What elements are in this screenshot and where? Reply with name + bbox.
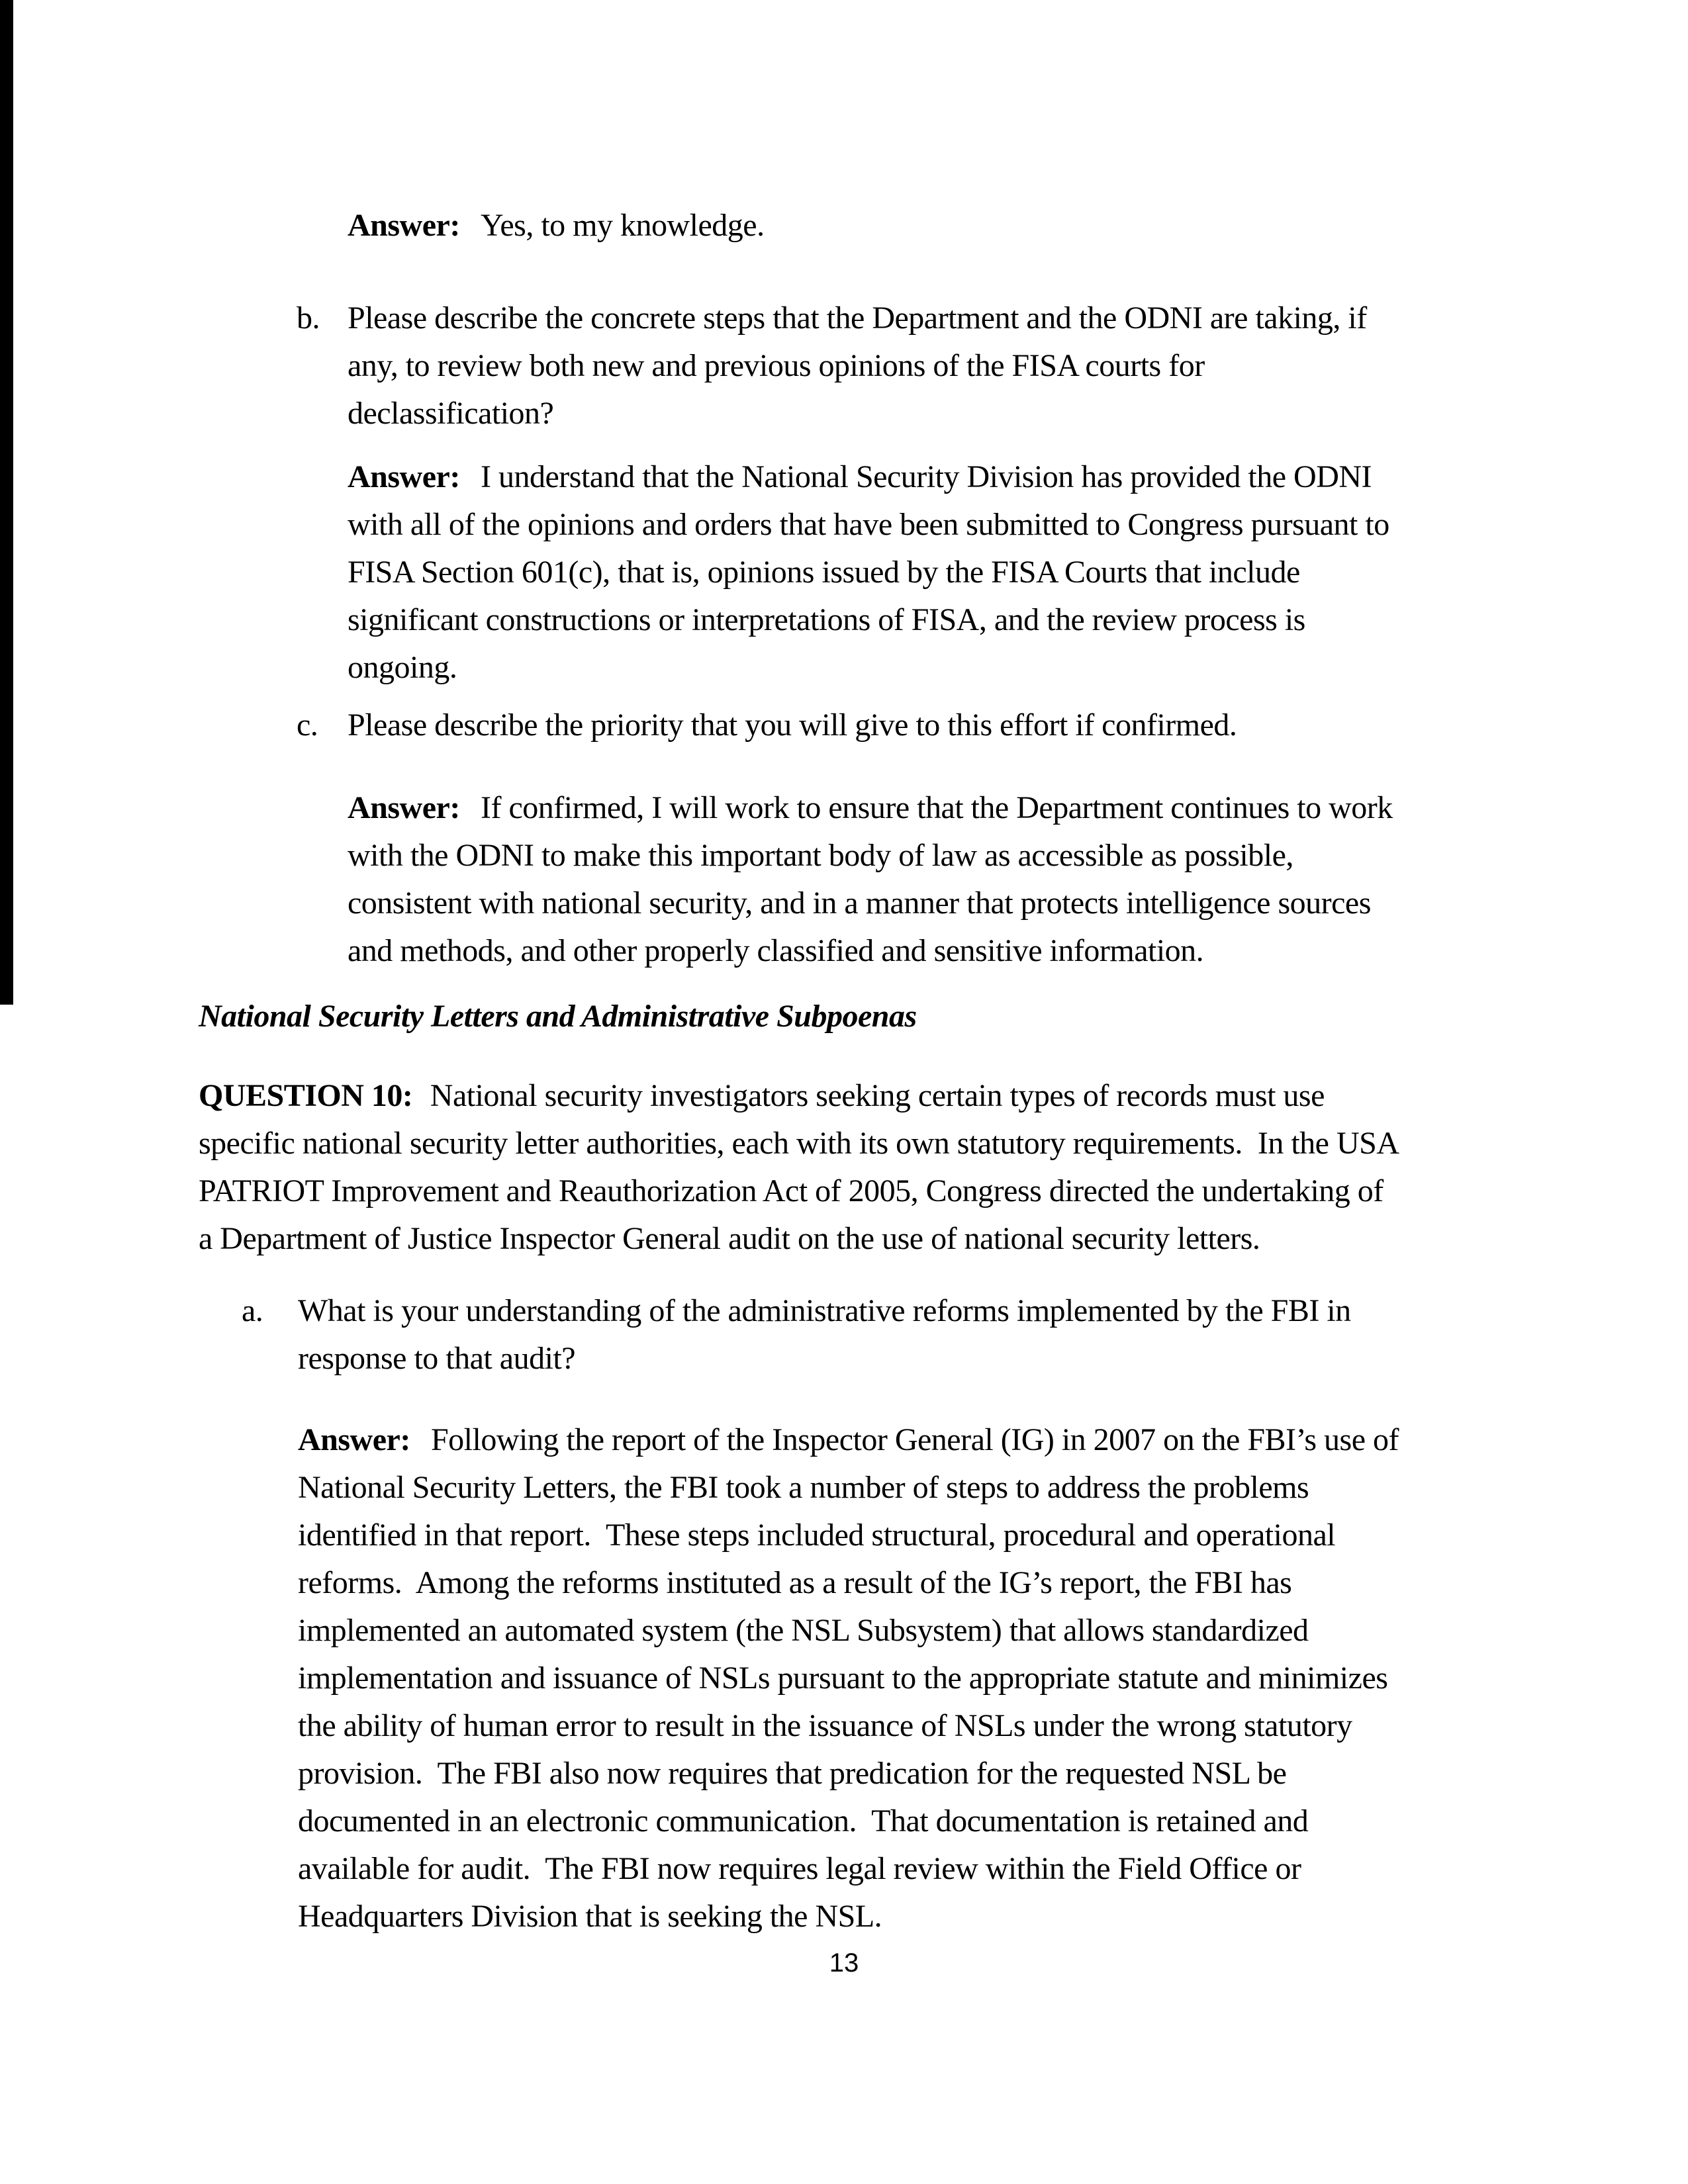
list-item-a bbox=[242, 1287, 1351, 1383]
section-heading: National Security Letters and Administrative Subpoenas bbox=[199, 999, 917, 1034]
list-item-c-text: Please describe the priority that you will give to this effort if confirmed. bbox=[348, 707, 1237, 743]
list-item-a-marker: a. bbox=[242, 1293, 263, 1328]
question-10-text: National security investigators seeking certain types of records must use specific national security letter authorities, each with its own statutory requirements. In the USA PATRIOT Improvement and Reauthorization Act of 2005, Congress directed the undertaking of a Department of Justice Inspector General audit on the use of national security letters. bbox=[199, 1078, 1399, 1256]
answer-a-text: Following the report of the Inspector General (IG) in 2007 on the FBI’s use of National Security Letters, the FBI took a number of steps to address the problems identified in that report. These steps included structural, procedural and operational reforms. Among the reforms instituted as a result of the IG’s report, the FBI has implemented an automated system (the NSL Subsystem) that allows standardized implementation and issuance of NSLs pursuant to the appropriate statute and minimizes the ability of human error to result in the issuance of NSLs under the wrong statutory provision. The FBI also now requires that predication for the requested NSL be documented in an electronic communication. That documentation is retained and available for audit. The FBI now requires legal review within the Field Office or Headquarters Division that is seeking the NSL. bbox=[298, 1422, 1399, 1934]
answer-a bbox=[298, 1416, 1399, 1940]
list-item-b-text: Please describe the concrete steps that the Department and the ODNI are taking, if any, to review both new and previous opinions of the FISA courts for declassification? bbox=[348, 300, 1367, 431]
list-item-c bbox=[297, 702, 1237, 749]
answer-b-text: I understand that the National Security Division has provided the ODNI with all of the opinions and orders that have been submitted to Congress pursuant to FISA Section 601(c), that is, opinions issued by the FISA Courts that include significant constructions or interpretations of FISA, and the review process is ongoing. bbox=[348, 459, 1389, 685]
question-10 bbox=[199, 1072, 1399, 1263]
scan-edge-artifact bbox=[0, 0, 13, 1005]
question-10-label: QUESTION 10: bbox=[199, 1078, 413, 1113]
answer-c-text: If confirmed, I will work to ensure that the Department continues to work with the ODNI to make this important body of law as accessible as possible, consistent with national security, and in a manner that protects intelligence sources and methods, and other properly classified and sensitive information. bbox=[348, 790, 1393, 968]
answer-label: Answer: bbox=[348, 459, 460, 494]
answer-intro bbox=[348, 202, 765, 250]
answer-intro-text: Yes, to my knowledge. bbox=[480, 208, 765, 243]
answer-label: Answer: bbox=[348, 790, 460, 825]
answer-c bbox=[348, 784, 1393, 975]
list-item-a-text: What is your understanding of the administrative reforms implemented by the FBI in response to that audit? bbox=[298, 1293, 1351, 1376]
list-item-c-marker: c. bbox=[297, 707, 318, 743]
list-item-b-marker: b. bbox=[297, 300, 320, 336]
answer-label: Answer: bbox=[298, 1422, 410, 1457]
answer-label: Answer: bbox=[348, 208, 460, 243]
page-number: 13 bbox=[829, 1948, 859, 1978]
answer-b bbox=[348, 453, 1389, 692]
list-item-b bbox=[297, 295, 1367, 437]
